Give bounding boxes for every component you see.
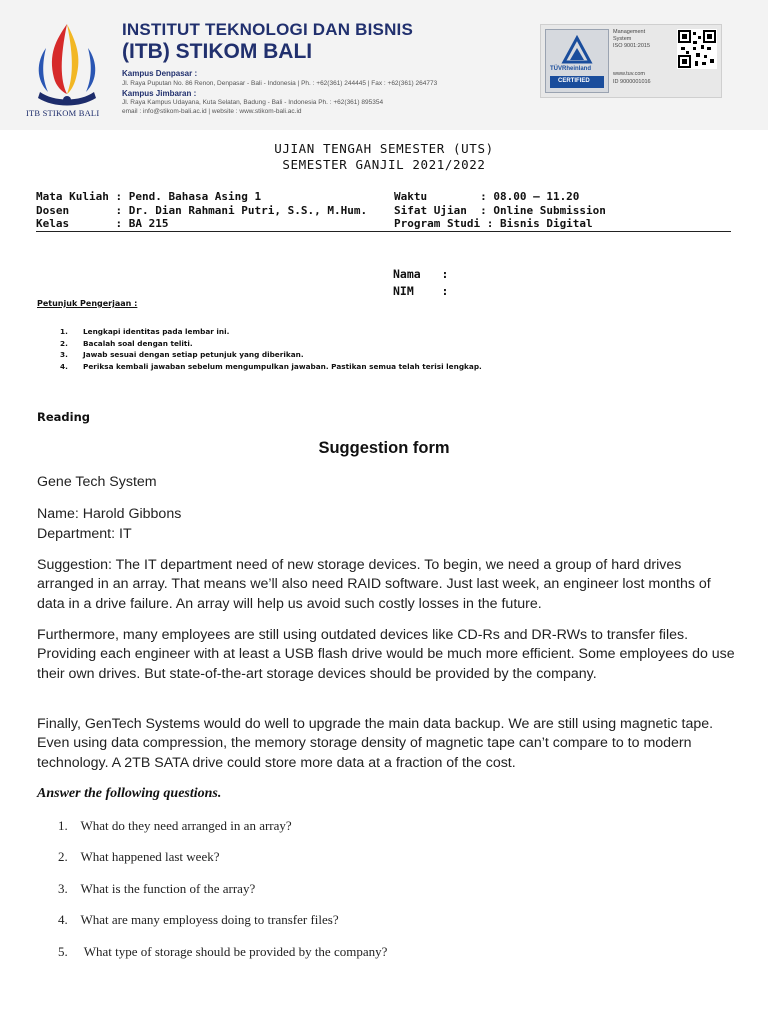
reading-paragraph: Suggestion: The IT department need of new storage devices. To begin, we need a group of hard drives arranged in an array. That means we’ll also need RAID software. Just last week, an engineer lost months of data in a drive failure. An array will help us avoid such costly losses in the future. [37, 557, 711, 612]
campus-jimbaran-label: Kampus Jimbaran : [122, 89, 197, 98]
reading-paragraph: Finally, GenTech Systems would do well to upgrade the main data backup. We are still using magnetic tape. Even using data compression, the memory storage density of magnetic tape can’t compare to to modern technology. A 2TB SATA drive could store more data at a fraction of the cost. [37, 716, 714, 771]
institute-name: (ITB) STIKOM BALI [122, 40, 313, 63]
exam-semester: SEMESTER GANJIL 2021/2022 [282, 157, 486, 172]
qr-code-icon [677, 29, 717, 69]
header-divider [36, 231, 731, 232]
cert-line: ISO 9001:2015 [613, 43, 651, 49]
question-item: 2. What happened last week? [58, 849, 220, 864]
cert-line: Management [613, 29, 646, 35]
reading-paragraph: Furthermore, many employees are still using outdated devices like CD-Rs and DR-RWs to transfer files. Providing each engineer with at least a USB flash drive would be much more efficient. Some employees do use their own drives. But state-of-the-art storage devices should be provided by the company. [37, 627, 735, 682]
campus-denpasar-address: Jl. Raya Puputan No. 86 Renon, Denpasar - Bali - Indonesia | Ph. : +62(361) 244445 | Fax : +62(361) 264773 [122, 80, 438, 87]
questions-heading: Answer the following questions. [37, 786, 222, 801]
tuv-brand: TÜVRheinland [550, 66, 592, 72]
company-name: Gene Tech System [37, 474, 157, 490]
question-item: 1. What do they need arranged in an array? [58, 818, 292, 833]
cert-url: www.tuv.com [613, 71, 645, 77]
campus-denpasar-label: Kampus Denpasar : [122, 69, 198, 78]
name-line: Name: Harold Gibbons [37, 506, 182, 522]
cert-line: System [613, 36, 632, 42]
institute-title: INSTITUT TEKNOLOGI DAN BISNIS [122, 20, 414, 39]
cert-id: ID 9000001016 [613, 79, 651, 85]
itb-stikom-logo [26, 20, 108, 120]
instruction-item: Bacalah soal dengan teliti. [83, 339, 193, 348]
form-title: Suggestion form [318, 439, 450, 457]
nim-field[interactable]: NIM : [393, 284, 449, 298]
logo-caption: ITB STIKOM BALI [26, 108, 100, 118]
class-info: Kelas : BA 215 [36, 217, 169, 230]
reading-label: Reading [37, 410, 91, 424]
instruction-item: Periksa kembali jawaban sebelum mengumpulkan jawaban. Pastikan semua telah terisi lengkap. [83, 362, 482, 371]
instruction-item: Lengkapi identitas pada lembar ini. [83, 327, 230, 336]
contact-line: email : info@stikom-bali.ac.id | website : www.stikom-bali.ac.id [122, 108, 302, 115]
question-item: 3. What is the function of the array? [58, 881, 256, 896]
letterhead [0, 0, 768, 130]
exam-type-info: Sifat Ujian : Online Submission [394, 204, 606, 217]
instructions-heading: Petunjuk Pengerjaan : [37, 299, 138, 308]
instruction-item: Jawab sesuai dengan setiap petunjuk yang diberikan. [83, 350, 304, 359]
time-info: Waktu : 08.00 – 11.20 [394, 190, 580, 203]
nama-field[interactable]: Nama : [393, 267, 449, 281]
program-info: Program Studi : Bisnis Digital [394, 217, 593, 230]
campus-jimbaran-address: Jl. Raya Kampus Udayana, Kuta Selatan, Badung - Bali - Indonesia Ph. : +62(361) 895354 [122, 99, 384, 106]
course-info: Mata Kuliah : Pend. Bahasa Asing 1 [36, 190, 262, 203]
certification-box [540, 24, 722, 98]
tuv-badge: CERTIFIED [558, 78, 590, 84]
department-line: Department: IT [37, 526, 132, 542]
lecturer-info: Dosen : Dr. Dian Rahmani Putri, S.S., M.Hum. [36, 204, 368, 217]
exam-title: UJIAN TENGAH SEMESTER (UTS) [274, 141, 494, 156]
question-item: 5. What type of storage should be provided by the company? [58, 944, 388, 959]
tuv-certified-icon [545, 29, 609, 93]
question-item: 4. What are many employess doing to transfer files? [58, 912, 339, 927]
